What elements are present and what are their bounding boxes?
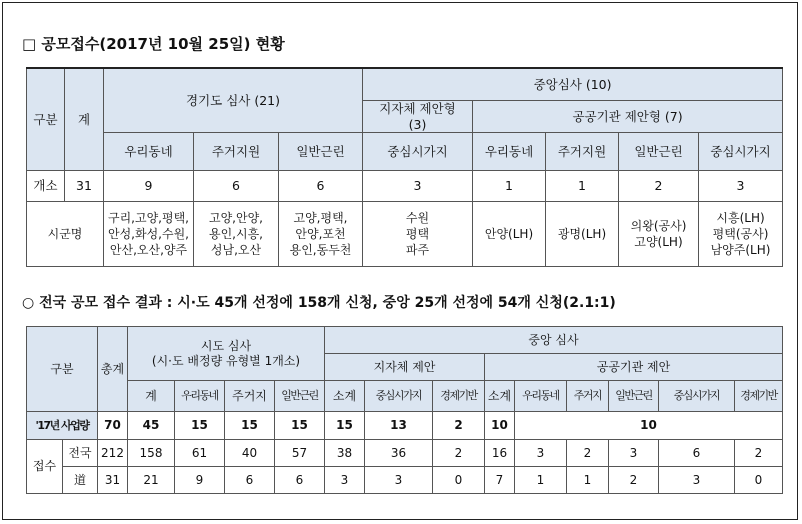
national-cell: 36 (365, 440, 433, 467)
col-header: 주거지원 (194, 133, 279, 171)
total-header: 계 (65, 68, 104, 171)
city-label: 시군명 (27, 202, 104, 267)
col-header: 중심시가지 (699, 133, 783, 171)
col-header: 일반근린 (609, 381, 659, 412)
public-inst-header: 공공기관 제안형 (7) (473, 101, 783, 133)
col-header: 경제기반 (735, 381, 783, 412)
col-header: 중심시가지 (363, 133, 473, 171)
national-results-table (26, 326, 783, 494)
col-header: 중심시가지 (659, 381, 735, 412)
col-header: 경제기반 (433, 381, 485, 412)
city-cell: 고양,평택, 안양,포천 용인,동두천 (279, 202, 363, 267)
national-cell: 57 (275, 440, 325, 467)
do-cell: 3 (325, 467, 365, 494)
do-cell: 6 (275, 467, 325, 494)
col-header: 주거지 (567, 381, 609, 412)
do-total: 31 (98, 467, 128, 494)
count-cell: 1 (546, 171, 619, 202)
do-cell: 0 (433, 467, 485, 494)
col-header: 주거지원 (546, 133, 619, 171)
count-cell: 3 (363, 171, 473, 202)
count-cell: 6 (194, 171, 279, 202)
plan-total: 70 (98, 412, 128, 440)
col-header: 우리동네 (515, 381, 567, 412)
col-header: 일반근린 (619, 133, 699, 171)
national-label: 전국 (63, 440, 98, 467)
col-header: 소계 (485, 381, 515, 412)
col-header: 일반근린 (279, 133, 363, 171)
col-header: 주거지 (225, 381, 275, 412)
local-gov-header: 지자체 제안 (325, 354, 485, 381)
national-cell: 6 (659, 440, 735, 467)
do-cell: 7 (485, 467, 515, 494)
city-cell: 시흥(LH) 평택(공사) 남양주(LH) (699, 202, 783, 267)
national-cell: 61 (175, 440, 225, 467)
count-cell: 9 (104, 171, 194, 202)
section-heading-1: □ 공모접수(2017년 10월 25일) 현황 (22, 35, 285, 53)
national-cell: 158 (128, 440, 175, 467)
gyeonggi-review-header: 경기도 심사 (21) (104, 68, 363, 133)
col-header: 우리동네 (104, 133, 194, 171)
count-cell: 3 (699, 171, 783, 202)
local-gov-header: 지자체 제안형 (3) (363, 101, 473, 133)
city-cell: 수원 평택 파주 (363, 202, 473, 267)
city-cell: 구리,고양,평택, 안성,화성,수원, 안산,오산,양주 (104, 202, 194, 267)
do-cell: 3 (365, 467, 433, 494)
count-label: 개소 (27, 171, 65, 202)
national-cell: 2 (433, 440, 485, 467)
receipt-label: 접수 (27, 440, 63, 494)
do-cell: 1 (567, 467, 609, 494)
plan-public-cell: 10 (515, 412, 783, 440)
central-review-header: 중앙 심사 (325, 327, 783, 354)
gubun-header: 구분 (27, 68, 65, 171)
col-header: 우리동네 (473, 133, 546, 171)
do-label: 道 (63, 467, 98, 494)
plan-cell: 15 (275, 412, 325, 440)
do-cell: 9 (175, 467, 225, 494)
plan-cell: 15 (225, 412, 275, 440)
section-heading-2: ○ 전국 공모 접수 결과 : 시·도 45개 선정에 158개 신청, 중앙 25개 선정에 54개 신청(2.1:1) (22, 295, 616, 311)
national-total: 212 (98, 440, 128, 467)
national-cell: 2 (567, 440, 609, 467)
plan-cell: 15 (325, 412, 365, 440)
col-header: 계 (128, 381, 175, 412)
city-cell: 안양(LH) (473, 202, 546, 267)
do-cell: 21 (128, 467, 175, 494)
national-cell: 3 (609, 440, 659, 467)
col-header: 일반근린 (275, 381, 325, 412)
do-cell: 3 (659, 467, 735, 494)
do-cell: 6 (225, 467, 275, 494)
plan-cell: 15 (175, 412, 225, 440)
plan-cell: 2 (433, 412, 485, 440)
national-cell: 3 (515, 440, 567, 467)
col-header: 우리동네 (175, 381, 225, 412)
col-header: 소계 (325, 381, 365, 412)
do-cell: 0 (735, 467, 783, 494)
do-cell: 1 (515, 467, 567, 494)
count-cell: 1 (473, 171, 546, 202)
count-cell: 6 (279, 171, 363, 202)
count-cell: 2 (619, 171, 699, 202)
city-cell: 의왕(공사) 고양(LH) (619, 202, 699, 267)
plan-label: '17년 사업량 (27, 412, 98, 440)
national-cell: 38 (325, 440, 365, 467)
do-cell: 2 (609, 467, 659, 494)
receipt-status-table (26, 67, 783, 267)
sido-review-header: 시도 심사 (시·도 배정량 유형별 1개소) (128, 327, 325, 381)
col-header: 중심시가지 (365, 381, 433, 412)
central-review-header: 중앙심사 (10) (363, 68, 783, 101)
national-cell: 2 (735, 440, 783, 467)
count-total: 31 (65, 171, 104, 202)
grand-total-header: 총계 (98, 327, 128, 412)
gubun-header: 구분 (27, 327, 98, 412)
plan-cell: 13 (365, 412, 433, 440)
plan-cell: 45 (128, 412, 175, 440)
city-cell: 고양,안양, 용인,시흥, 성남,오산 (194, 202, 279, 267)
national-cell: 16 (485, 440, 515, 467)
national-cell: 40 (225, 440, 275, 467)
city-cell: 광명(LH) (546, 202, 619, 267)
public-inst-header: 공공기관 제안 (485, 354, 783, 381)
plan-cell: 10 (485, 412, 515, 440)
